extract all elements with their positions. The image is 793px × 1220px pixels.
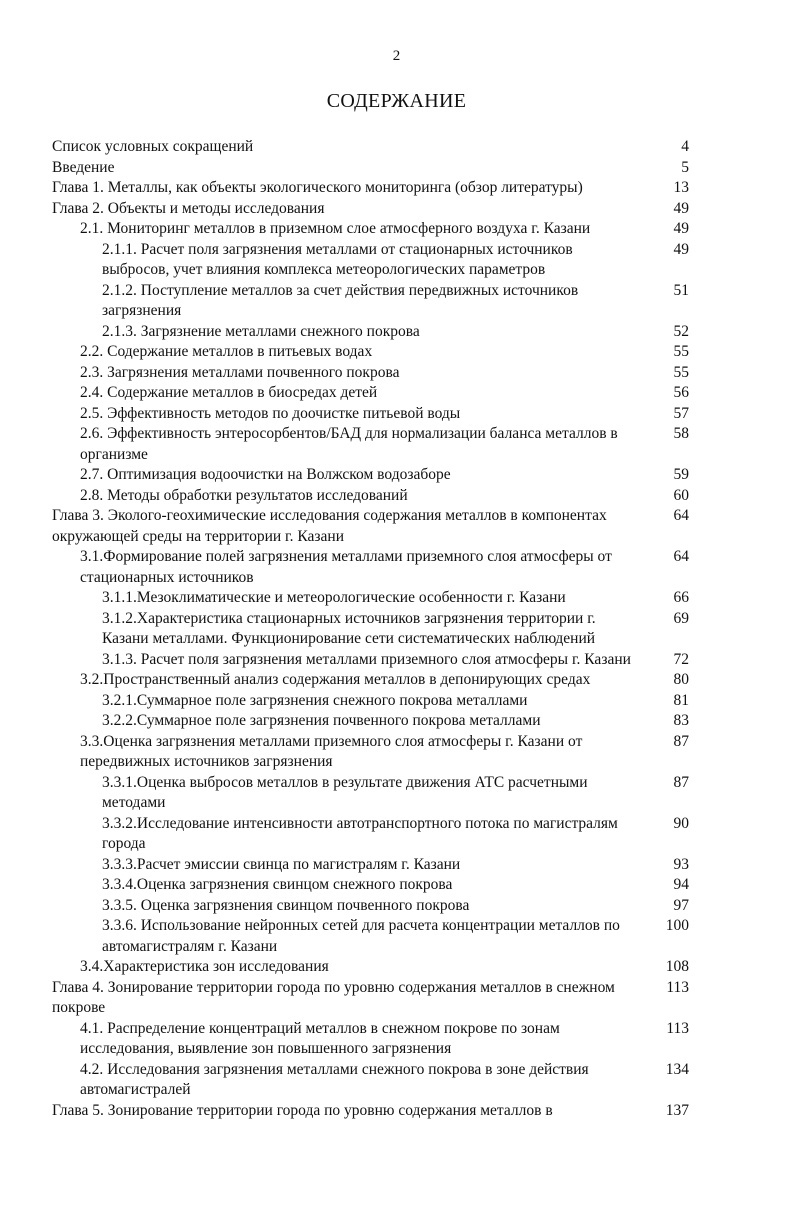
toc-entry-title: 3.3.2.Исследование интенсивности автотранспортного потока по магистралям города: [102, 814, 618, 852]
table-of-contents: [52, 137, 697, 1121]
toc-entry-title: 2.6. Эффективность энтеросорбентов/БАД для нормализации баланса металлов в организме: [80, 425, 618, 463]
toc-entry-page: 69: [673, 609, 689, 627]
toc-entry: [102, 896, 697, 917]
toc-entry: [80, 547, 697, 588]
toc-entry-page: 87: [673, 732, 689, 750]
toc-entry: [52, 137, 697, 158]
toc-entry: [80, 1060, 697, 1101]
toc-entry: [52, 158, 697, 179]
toc-entry-page: 80: [673, 671, 689, 688]
toc-entry-title: 3.3.1.Оценка выбросов металлов в результате движения АТС расчетными методами: [102, 773, 588, 811]
toc-entry: [80, 342, 697, 363]
page-number: 2: [392, 48, 401, 64]
toc-entry-page: 108: [665, 958, 689, 975]
toc-entry: [102, 875, 697, 896]
toc-entry: [52, 199, 697, 220]
toc-entry-page: 87: [673, 773, 689, 791]
toc-entry-page: 94: [673, 876, 689, 893]
toc-entry-title: Глава 3. Эколого-геохимические исследования содержания металлов в компонентах окружающей среды на территории г. Казани: [52, 507, 607, 545]
toc-entry: [52, 506, 697, 547]
toc-entry-page: 100: [665, 917, 689, 934]
toc-entry: [80, 486, 697, 507]
toc-entry: [102, 916, 697, 957]
toc-entry-page: 66: [673, 589, 689, 606]
toc-entry: [80, 670, 697, 691]
toc-entry-page: 13: [673, 179, 689, 196]
toc-entry: [80, 465, 697, 486]
toc-entry: [102, 855, 697, 876]
toc-entry-page: 64: [673, 548, 689, 565]
toc-entry-page: 83: [673, 712, 689, 729]
toc-entry-title: 4.1. Распределение концентраций металлов в снежном покрове по зонам исследования, выявление зон повышенного загрязнения: [80, 1019, 560, 1057]
toc-entry: [52, 178, 697, 199]
toc-entry-title: 2.2. Содержание металлов в питьевых водах: [80, 343, 373, 360]
toc-entry: [102, 691, 697, 712]
toc-entry-page: 55: [673, 343, 689, 360]
toc-entry: [102, 814, 697, 855]
toc-entry-title: 3.1.3. Расчет поля загрязнения металлами приземного слоя атмосферы г. Казани: [102, 650, 631, 668]
toc-entry-title: 3.1.1.Мезоклиматические и метеорологические особенности г. Казани: [102, 589, 566, 606]
toc-entry-title: 3.3.6. Использование нейронных сетей для расчета концентрации металлов по автомагистралям г. Казани: [102, 917, 620, 955]
toc-entry: [80, 219, 697, 240]
toc-entry-title: Глава 4. Зонирование территории города по уровню содержания металлов в снежном покрове: [52, 978, 615, 1016]
toc-entry-page: 90: [673, 814, 689, 832]
toc-entry-page: 55: [673, 363, 689, 381]
toc-entry: [102, 240, 697, 281]
page-title: СОДЕРЖАНИЕ: [326, 90, 467, 112]
toc-entry-title: 2.7. Оптимизация водоочистки на Волжском водозаборе: [80, 466, 451, 483]
toc-entry-title: 3.2.Пространственный анализ содержания металлов в депонирующих средах: [80, 671, 591, 688]
toc-entry-page: 52: [673, 322, 689, 340]
toc-entry-title: Список условных сокращений: [52, 138, 254, 155]
toc-entry-page: 97: [673, 896, 689, 914]
toc-entry: [102, 281, 697, 322]
toc-entry-title: 3.4.Характеристика зон исследования: [80, 958, 329, 975]
toc-entry-page: 51: [673, 281, 689, 299]
toc-entry-page: 49: [673, 240, 689, 258]
toc-entry: [80, 383, 697, 404]
toc-entry: [102, 650, 697, 671]
toc-entry-title: 4.2. Исследования загрязнения металлами снежного покрова в зоне действия автомагистралей: [80, 1060, 589, 1098]
toc-entry-title: 2.1.3. Загрязнение металлами снежного покрова: [102, 322, 420, 340]
toc-entry-page: 72: [673, 650, 689, 668]
toc-entry: [80, 363, 697, 384]
toc-entry-page: 81: [673, 691, 689, 709]
toc-entry-title: 2.4. Содержание металлов в биосредах детей: [80, 384, 378, 401]
toc-entry-title: 3.3.3.Расчет эмиссии свинца по магистралям г. Казани: [102, 855, 461, 873]
toc-entry-page: 56: [673, 384, 689, 401]
toc-entry-title: 3.3.Оценка загрязнения металлами приземного слоя атмосферы г. Казани от передвижных источников загрязнения: [80, 732, 583, 770]
toc-entry-title: 3.1.Формирование полей загрязнения металлами приземного слоя атмосферы от стационарных источников: [80, 548, 612, 586]
toc-entry-title: Глава 1. Металлы, как объекты экологического мониторинга (обзор литературы): [52, 179, 583, 196]
toc-entry: [102, 588, 697, 609]
toc-entry-title: 2.1.2. Поступление металлов за счет действия передвижных источников загрязнения: [102, 281, 579, 319]
toc-entry-title: 3.3.4.Оценка загрязнения свинцом снежного покрова: [102, 876, 453, 893]
toc-entry: [52, 1101, 697, 1122]
toc-entry-page: 113: [666, 978, 689, 996]
toc-entry-title: Введение: [52, 158, 115, 176]
toc-entry-page: 59: [673, 466, 689, 483]
toc-entry: [80, 732, 697, 773]
toc-entry-page: 58: [673, 425, 689, 442]
toc-entry-page: 134: [665, 1060, 689, 1078]
toc-entry: [52, 978, 697, 1019]
toc-entry-title: Глава 5. Зонирование территории города по уровню содержания металлов в: [52, 1101, 553, 1119]
toc-entry-page: 4: [681, 138, 689, 155]
toc-entry: [80, 404, 697, 425]
toc-entry-title: 3.2.1.Суммарное поле загрязнения снежного покрова металлами: [102, 691, 528, 709]
toc-entry-page: 113: [666, 1019, 689, 1037]
toc-entry-title: Глава 2. Объекты и методы исследования: [52, 199, 325, 217]
toc-entry-title: 3.1.2.Характеристика стационарных источников загрязнения территории г. Казани металлами. Функционирование сети систематических наблюдений: [102, 609, 596, 647]
toc-entry-page: 137: [665, 1101, 689, 1119]
toc-entry: [80, 1019, 697, 1060]
toc-entry: [102, 773, 697, 814]
toc-entry-page: 57: [673, 404, 689, 422]
toc-entry-title: 2.8. Методы обработки результатов исследований: [80, 486, 408, 504]
toc-entry: [80, 424, 697, 465]
toc-entry-title: 3.3.5. Оценка загрязнения свинцом почвенного покрова: [102, 896, 470, 914]
toc-entry-page: 64: [673, 507, 689, 524]
toc-entry: [102, 609, 697, 650]
toc-entry: [102, 711, 697, 732]
toc-entry-title: 2.1. Мониторинг металлов в приземном слое атмосферного воздуха г. Казани: [80, 220, 591, 237]
toc-entry-page: 93: [673, 855, 689, 873]
toc-entry-title: 2.5. Эффективность методов по доочистке питьевой воды: [80, 404, 461, 422]
toc-entry-page: 5: [681, 158, 689, 176]
toc-entry: [80, 957, 697, 978]
toc-entry-page: 49: [673, 199, 689, 217]
toc-entry-title: 3.2.2.Суммарное поле загрязнения почвенного покрова металлами: [102, 712, 541, 729]
toc-entry: [102, 322, 697, 343]
toc-entry-page: 49: [673, 220, 689, 237]
toc-entry-title: 2.1.1. Расчет поля загрязнения металлами от стационарных источников выбросов, учет влияния комплекса метеорологических параметров: [102, 240, 573, 278]
toc-entry-page: 60: [673, 486, 689, 504]
toc-entry-title: 2.3. Загрязнения металлами почвенного покрова: [80, 363, 400, 381]
